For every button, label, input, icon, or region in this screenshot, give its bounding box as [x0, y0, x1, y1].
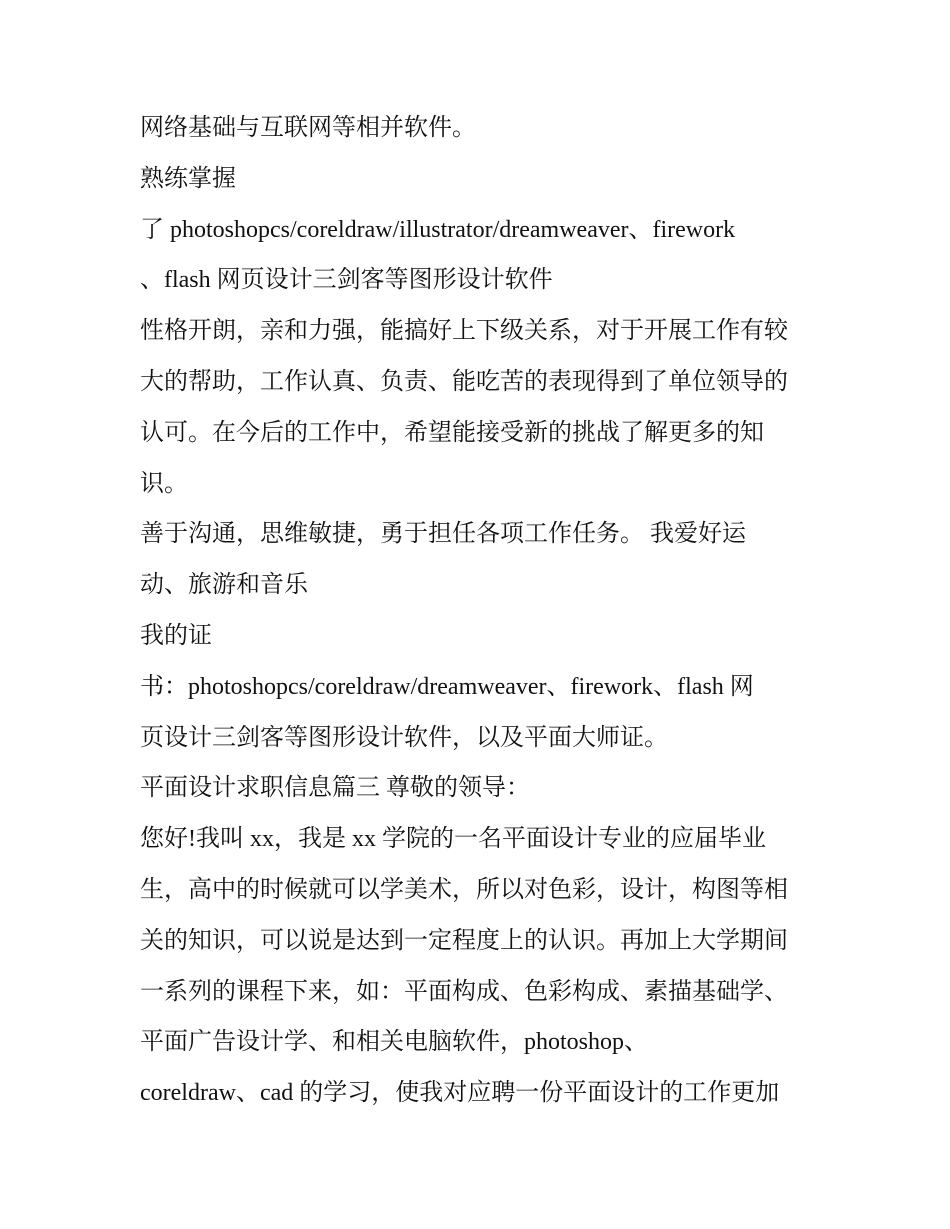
text-line: 平面广告设计学、和相关电脑软件，photoshop、	[140, 1029, 649, 1056]
text-line: 、flash 网页设计三剑客等图形设计软件	[140, 267, 553, 294]
text-line: 大的帮助，工作认真、负责、能吃苦的表现得到了单位领导的	[140, 368, 788, 395]
text-line: 书：photoshopcs/coreldraw/dreamweaver、firework、flash 网	[140, 673, 754, 700]
text-line: 生，高中的时候就可以学美术，所以对色彩，设计，构图等相	[140, 876, 788, 903]
text-line: 您好!我叫 xx，我是 xx 学院的一名平面设计专业的应届毕业	[140, 826, 766, 853]
text-line: 性格开朗，亲和力强，能搞好上下级关系，对于开展工作有较	[140, 318, 788, 345]
text-line: 认可。在今后的工作中，希望能接受新的挑战了解更多的知	[140, 419, 764, 446]
text-line: 我的证	[140, 622, 212, 649]
text-line: 了 photoshopcs/coreldraw/illustrator/dreamweaver、firework	[140, 216, 736, 243]
document-page	[140, 103, 830, 1119]
section-heading-line: 平面设计求职信息篇三 尊敬的领导：	[140, 775, 530, 802]
text-line: 熟练掌握	[140, 165, 236, 192]
text-line: 动、旅游和音乐	[140, 572, 308, 599]
text-line: 识。	[140, 470, 188, 497]
text-line: coreldraw、cad 的学习，使我对应聘一份平面设计的工作更加	[140, 1080, 780, 1107]
text-line: 网络基础与互联网等相并软件。	[140, 115, 476, 141]
text-line: 关的知识，可以说是达到一定程度上的认识。再加上大学期间	[140, 927, 788, 954]
text-line: 善于沟通，思维敏捷，勇于担任各项工作任务。 我爱好运	[140, 521, 746, 548]
text-line: 一系列的课程下来，如：平面构成、色彩构成、素描基础学、	[140, 978, 788, 1005]
text-line: 页设计三剑客等图形设计软件，以及平面大师证。	[140, 724, 668, 751]
